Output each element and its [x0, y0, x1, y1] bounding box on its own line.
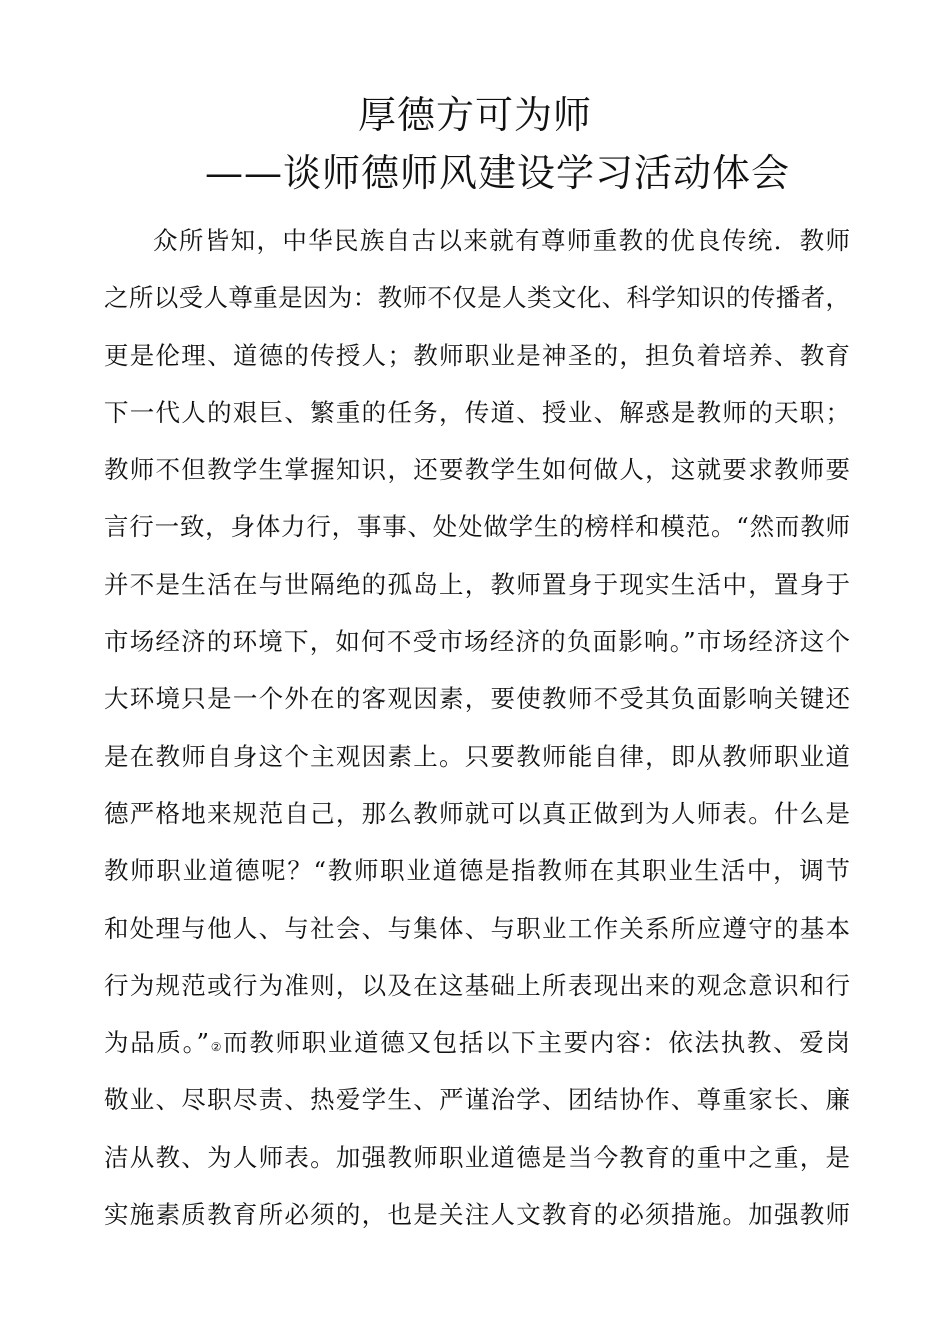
document-title: 厚德方可为师 — [357, 93, 592, 137]
body-line: 并不是生活在与世隔绝的孤岛上，教师置身于现实生活中，置身于 — [104, 569, 850, 599]
body-line: 实施素质教育所必须的，也是关注人文教育的必须措施。加强教师 — [104, 1200, 850, 1230]
body-line: 教师不但教学生掌握知识，还要教学生如何做人，这就要求教师要 — [104, 455, 850, 485]
document-subtitle: ——谈师德师风建设学习活动体会 — [205, 151, 791, 195]
body-line: 大环境只是一个外在的客观因素，要使教师不受其负面影响关键还 — [104, 684, 850, 714]
document-body — [104, 218, 850, 1249]
body-line: 是在教师自身这个主观因素上。只要教师能自律，即从教师职业道 — [104, 741, 850, 771]
line-text-after-note: 而教师职业道德又包括以下主要内容：依法执教、爱岗 — [223, 1028, 850, 1058]
body-line: 下一代人的艰巨、繁重的任务，传道、授业、解惑是教师的天职； — [104, 397, 850, 427]
body-line: 教师职业道德呢？“教师职业道德是指教师在其职业生活中，调节 — [104, 856, 850, 886]
body-line-with-note — [104, 1020, 850, 1077]
body-line: 洁从教、为人师表。加强教师职业道德是当今教育的重中之重，是 — [104, 1142, 850, 1172]
body-line: 敬业、尽职尽责、热爱学生、严谨治学、团结协作、尊重家长、廉 — [104, 1085, 850, 1115]
body-line: 众所皆知，中华民族自古以来就有尊师重教的优良传统．教师 — [153, 226, 850, 255]
body-line: 和处理与他人、与社会、与集体、与职业工作关系所应遵守的基本 — [104, 913, 850, 943]
line-text-before-note: 为品质。” — [104, 1028, 210, 1058]
body-line: 市场经济的环境下，如何不受市场经济的负面影响。”市场经济这个 — [104, 627, 850, 657]
body-line: 更是伦理、道德的传授人；教师职业是神圣的，担负着培养、教育 — [104, 340, 850, 370]
footnote-marker: ② — [209, 1040, 224, 1055]
body-line: 言行一致，身体力行，事事、处处做学生的榜样和模范。“然而教师 — [104, 512, 850, 542]
body-line: 之所以受人尊重是因为：教师不仅是人类文化、科学知识的传播者， — [104, 283, 850, 313]
body-line: 行为规范或行为准则，以及在这基础上所表现出来的观念意识和行 — [104, 970, 850, 1000]
body-line: 德严格地来规范自己，那么教师就可以真正做到为人师表。什么是 — [104, 798, 850, 828]
